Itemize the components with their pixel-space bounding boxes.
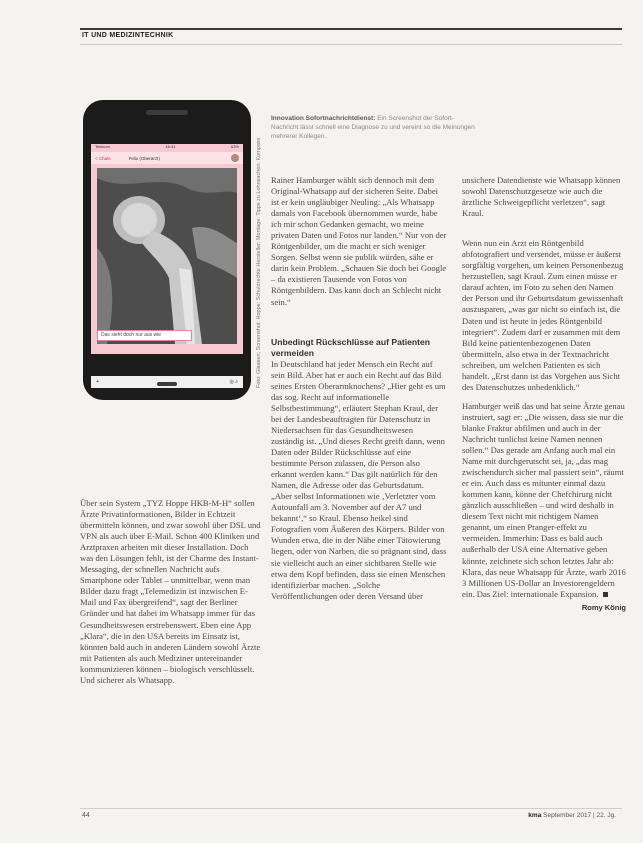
text-column-2 <box>271 175 447 602</box>
footer-info <box>528 812 616 819</box>
carrier-label: Telekom <box>95 144 110 149</box>
status-time: 16:41 <box>165 144 176 149</box>
paragraph: Wenn nun ein Arzt ein Röntgenbild abfotografiert und versendet, müsse er äußerst sorgfältig vorgehen, um keinen Personenbezug herzustellen, sagt Kraul. Zum einen müsse er darauf achten, im Foto zu sehen den Namen der Person und ihr Geburtsdatum gewissenhaft auszusparen, „was gar nicht so einfach ist, die Daten und ist heute in jedes Röntgenbild integriert“. Zudem darf er zusammen mit dem Bild keine patientenbezogenen Daten übermitteln, also etwa in der Textnachricht schreiben, um welchen Patienten es sich handelt. „Erst dann ist das Vorgehen aus Sicht des Datenschutzes unbedenklich.“ <box>462 238 624 392</box>
chat-header <box>91 152 243 164</box>
image-caption <box>271 114 481 141</box>
phone-screen <box>91 144 243 385</box>
camera-icon[interactable]: ◎ ⌕ <box>229 379 238 385</box>
phone-speaker <box>146 110 188 115</box>
status-bar <box>91 144 243 152</box>
attach-icon[interactable]: + <box>96 379 99 385</box>
text-column-3 <box>462 175 626 613</box>
home-indicator <box>157 382 177 386</box>
battery-label: 63% <box>230 144 239 149</box>
message-bubble[interactable]: Das sieht doch nur aus wie <box>97 330 192 341</box>
back-button[interactable]: < Chats <box>95 155 111 161</box>
caption-text: Ein Screenshot der Sofort-Nachricht lässt schnell eine Diagnose zu und vereint so die Meinungen mehrerer Kollegen. <box>271 115 475 140</box>
paragraph-text: Hamburger weiß das und hat seine Ärzte genau instruiert, sagt er: „Die wissen, dass sie nur die blanke Fraktur abfilmen und auch in der Nachricht tunlichst keine Namen nennen sollen.“ Das gerade am Anfang auch mal ein Name mit durchgerutscht sei, ja, „das mag zwischendurch sicher mal passiert sein“, räumt er ein. Auch dass es mitunter einmal dazu kommen kann, könne der Chefchirurg nicht gänzlich ausschließen – und wird deshalb in diesem Text nicht mit richtigem Namen genannt, um einen Pranger-effekt zu vermeiden. Immerhin: Dass es bald auch außerhalb der USA eine Alternative geben könnte, zeichnete sich schon letztes Jahr ab: Klara, das neue Whatsapp für Ärzte, warb 2016 3 Millionen US-Dollar an Investorengeldern ein. Das Ziel: internationale Expansion. <box>462 400 626 599</box>
author-name: Romy König <box>581 602 626 612</box>
issue-info: September 2017 | 22. Jg. <box>543 812 616 819</box>
header-divider <box>80 44 622 45</box>
paragraph: Rainer Hamburger wählt sich dennoch mit dem Original-Whatsapp auf der sicheren Seite. Dabei ist er kein ungläubiger Neuling: „Als Whatsapp damals von Facebook übernommen wurde, habe ich mir schon Gedanken gemacht, wo meine privaten Daten und Fotos nur landen.“ Nur von der Röntgenbilder, um die macht er sich weniger Sorgen. Selbst wenn sie publik würden, sähe er darin kein Problem. „Schauen Sie doch bei Google – da existieren Tausende von Fotos von Röntgenbildern. Das kann doch an Schlecht nicht sein.“ <box>271 175 447 307</box>
magazine-name: kma <box>528 812 542 819</box>
paragraph: unsichere Datendienste wie Whatsapp können sowohl Datenschutzgesetze wie auch die ärztliche Schweigepflicht verletzen“, sagt Kraul. <box>462 175 621 219</box>
photo-credit: Foto: Glaasen; Screenshot: Hoppe; Schutzrechte Hersteller; Montage: Tipps zu Lohnsachen: Kompass <box>256 137 262 388</box>
header-rule <box>80 28 622 30</box>
paragraph <box>462 401 626 600</box>
chat-title: Felix (Oberarzt) <box>128 155 160 161</box>
section-title: IT UND MEDIZINTECHNIK <box>82 32 174 39</box>
page-number: 44 <box>82 812 90 819</box>
xray-hip-graphic <box>97 168 237 344</box>
caption-label: Innovation Sofortnachrichtdienst: <box>271 115 376 122</box>
footer-divider <box>80 808 622 809</box>
end-mark-icon <box>603 592 608 597</box>
subheading: Unbedingt Rückschlüsse auf Patienten vermeiden <box>271 336 431 358</box>
paragraph: In Deutschland hat jeder Mensch ein Recht auf sein Bild. Aber hat er auch ein Recht auf das Bild seines Ersten Oberarmknochens? „Hier geht es um das sog. Recht auf informationelle Selbstbestimmung“, erläutert Stephan Kraul, der bei der Landesbeauftragten für Datenschutz in Niedersachsen für das Gesundheitswesen zuständig ist. „Und dieses Recht greift dann, wenn Daten oder Bilder Rückschlüsse auf eine bestimmte Person zulassen, die Person also erkannt werden kann.“ Das gilt natürlich für den Namen, die Adresse oder das Geburtsdatum. „Aber selbst Informationen wie ‚Verletzter vom Autounfall am 3. November auf der A7 und bekannt‘,“ so Kraul. Ebenso heikel sind Fotografien vom Äußeren des Körpers. Bilder von Wunden etwa, die in der Nähe einer Tätowierung liegen, oder von Narben, die so prägnant sind, dass sie vielleicht auch an einer sichtbaren Stelle wie etwa dem Kopf befinden, dass sie einen Menschen identifizierbar machen. „Solche Veröffentlichungen oder deren Versand über <box>271 358 447 601</box>
xray-image <box>97 168 237 344</box>
paragraph: Über sein System „TYZ Hoppe HKB-M-H“ sollen Ärzte Privatinformationen, Bilder in Echtzeit übermitteln können, und zwar sowohl über DSL und VPN als auch über E-Mail. Schon 400 Kliniken und Arztpraxen arbeiten mit dieser Installation. Doch was den Lösungen fehlt, ist der Charme des Instant-Messaging, der schnellen Nachricht aufs Smartphone oder Tablet – unmittelbar, wenn man Bilder dazu fragt „Telemedizin ist inzwischen E-Mail und Fax übergreifend“, sagt der Berliner Gründer und hat dabei im Whatsapp immer für das Gesundheitswesen erstrebenswert. Eben eine App „Klara“, die in den USA bereits im Einsatz ist, könnten bald auch in anderen Ländern sowohl Ärzte mit Patienten als auch Mediziner untereinander kommunizieren können – biologisch verschlüsselt. Und sicherer als Whatsapp. <box>80 498 261 685</box>
avatar[interactable] <box>231 154 239 162</box>
text-column-1 <box>80 498 261 686</box>
phone-mockup <box>83 100 251 400</box>
